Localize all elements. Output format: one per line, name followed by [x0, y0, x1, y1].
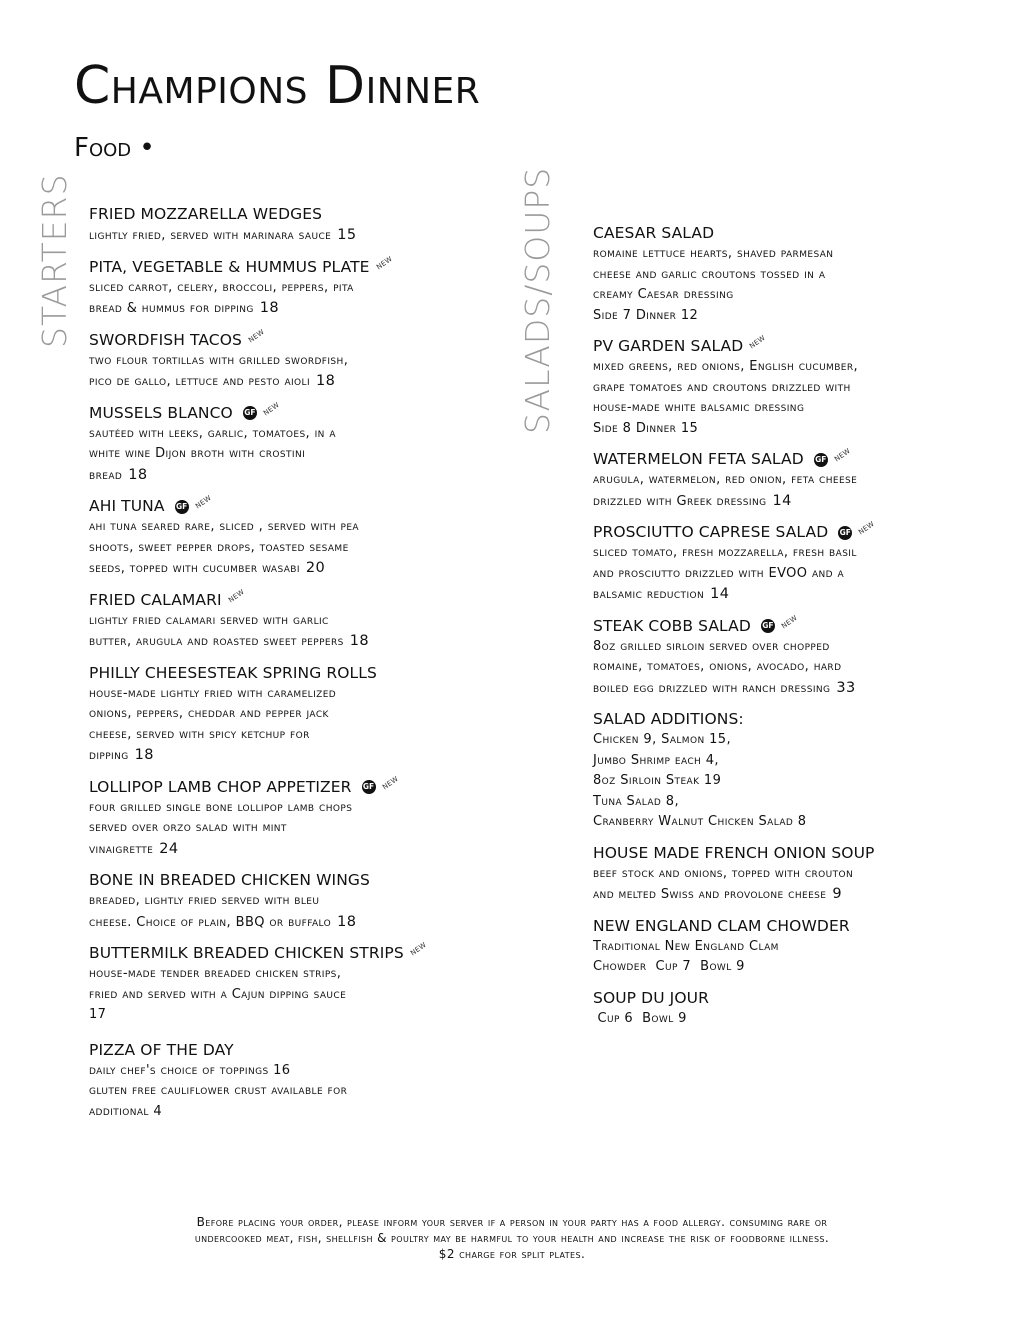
menu-item-price: 18 [337, 913, 357, 930]
menu-item [593, 333, 953, 439]
menu-item [89, 587, 449, 653]
menu-item-name: BONE IN BREADED CHICKEN WINGS [89, 871, 370, 889]
menu-item-name: CAESAR SALAD [593, 224, 715, 242]
menu-item-description [593, 564, 953, 585]
new-item-badge: NEW [779, 613, 799, 630]
disclaimer-line: undercooked meat, fish, shellfish & poultry may be harmful to your health and increase the risk of foodborne illness. [194, 1231, 830, 1245]
menu-item [89, 204, 449, 247]
description-text: Chicken 9, Salmon 15, [593, 732, 731, 747]
page-title: Champions Dinner [74, 56, 481, 116]
description-text: breaded, lightly fried served with bleu [89, 893, 320, 908]
disclaimer-line: $2 charge for split plates. [438, 1247, 586, 1261]
menu-item-description [593, 678, 953, 700]
menu-item-description [593, 657, 953, 678]
menu-item-description [89, 1061, 449, 1082]
description-text: sautéed with leeks, garlic, tomatoes, in a [89, 425, 336, 441]
description-text: arugula, watermelon, red onion, feta cheese [593, 472, 858, 487]
salads-soups-column [593, 223, 953, 1039]
description-text: house-made white balsamic dressing [593, 400, 805, 415]
description-text: house-made tender breaded chicken strips, [89, 966, 342, 981]
disclaimer-line: Before placing your order, please inform your server if a person in your party has a food allergy. consuming rare or [196, 1215, 828, 1229]
menu-item-name: LOLLIPOP LAMB CHOP APPETIZER [89, 777, 352, 796]
description-text: four grilled single bone lollipop lamb chops [89, 799, 353, 815]
description-text: cheese and garlic croutons tossed in a [593, 266, 826, 282]
menu-item [593, 988, 953, 1030]
description-text: and melted Swiss and provolone cheese [593, 887, 827, 902]
description-text: 17 [89, 1007, 107, 1022]
menu-item-description [593, 419, 953, 440]
menu-item [593, 916, 953, 978]
menu-item-description [89, 839, 449, 861]
gluten-free-icon: GF [761, 619, 775, 633]
menu-item-description [89, 684, 449, 705]
menu-item-price: 9 [832, 886, 843, 902]
menu-item-description [89, 964, 449, 985]
menu-item-description [593, 1009, 953, 1030]
menu-item-description [593, 771, 953, 792]
menu-item-row [593, 223, 953, 244]
menu-item-name: PIZZA OF THE DAY [89, 1040, 234, 1059]
description-text: romaine, tomatoes, onions, avocado, hard [593, 659, 842, 674]
new-item-badge: NEW [374, 254, 394, 271]
menu-item-row [89, 587, 449, 611]
menu-item [593, 613, 953, 700]
new-item-badge: NEW [246, 327, 266, 344]
menu-item-description [593, 751, 953, 772]
menu-item-name: SALAD ADDITIONS: [593, 710, 744, 728]
menu-item [593, 223, 953, 326]
description-text: two flour tortillas with grilled swordfish, [89, 352, 349, 368]
description-text: Chowder Cup 7 Bowl 9 [593, 959, 745, 974]
menu-item-description [89, 891, 449, 912]
menu-item-description [593, 792, 953, 813]
description-text: drizzled with Greek dressing [593, 493, 767, 509]
description-text: Side 8 Dinner 15 [593, 420, 699, 436]
gluten-free-icon: GF [243, 406, 257, 420]
menu-item-description [89, 371, 449, 393]
menu-item [89, 1040, 449, 1123]
menu-item [89, 774, 449, 861]
menu-item-row [89, 774, 449, 798]
gluten-free-icon: GF [814, 453, 828, 467]
description-text: creamy Caesar dressing [593, 287, 734, 302]
menu-item-description [593, 543, 953, 564]
description-text: house-made lightly fried with caramelized [89, 685, 337, 701]
description-text: 8oz grilled sirloin served over chopped [593, 638, 830, 654]
menu-item-description [89, 558, 449, 580]
description-text: fried and served with a Cajun dipping sauce [89, 986, 347, 1002]
menu-item-name: HOUSE MADE FRENCH ONION SOUP [593, 843, 875, 862]
description-text: seeds, topped with cucumber wasabi [89, 561, 300, 576]
menu-item [89, 870, 449, 933]
description-text: bread [89, 467, 123, 483]
menu-item-row [89, 493, 449, 517]
new-item-badge: NEW [748, 333, 768, 351]
menu-item-row [89, 663, 449, 684]
menu-item-description [89, 351, 449, 372]
menu-item [593, 843, 953, 906]
menu-item-description [89, 517, 449, 538]
menu-item-price: 33 [836, 679, 856, 696]
menu-item [89, 940, 449, 1026]
menu-item-description [593, 730, 953, 751]
menu-item-description [593, 491, 953, 513]
menu-item-row [89, 327, 449, 351]
menu-item-description [89, 465, 449, 487]
description-text: additional 4 [89, 1103, 163, 1119]
description-text: bread & hummus for dipping [89, 301, 254, 316]
menu-item-description [89, 912, 449, 934]
new-item-badge: NEW [380, 774, 400, 791]
menu-item-description [89, 704, 449, 725]
menu-item-description [593, 884, 953, 906]
menu-item-description [89, 444, 449, 465]
description-text: ahi tuna seared rare, sliced , served with pea [89, 519, 359, 534]
menu-item-description [89, 745, 449, 767]
section-label-starters: STARTERS [35, 173, 74, 348]
menu-item-description [89, 424, 449, 445]
description-text: onions, peppers, cheddar and pepper jack [89, 706, 329, 721]
menu-item-price: 14 [772, 492, 792, 509]
menu-item-row [593, 446, 953, 470]
menu-item-price: 18 [134, 747, 154, 763]
new-item-badge: NEW [261, 400, 281, 417]
description-text: mixed greens, red onions, English cucumber, [593, 359, 859, 374]
allergy-disclaimer [60, 1214, 964, 1262]
description-text: Jumbo Shrimp each 4, [593, 752, 719, 768]
description-text: daily chef's choice of toppings 16 [89, 1062, 291, 1078]
description-text: sliced carrot, celery, broccoli, peppers, pita [89, 279, 354, 295]
menu-item-row [593, 519, 953, 543]
description-text: grape tomatoes and croutons drizzled with [593, 379, 851, 395]
menu-item-description [593, 398, 953, 419]
description-text: Cranberry Walnut Chicken Salad 8 [593, 814, 807, 829]
menu-item-row [89, 1040, 449, 1061]
menu-item-name: AHI TUNA [89, 497, 165, 515]
menu-item-description [593, 306, 953, 327]
menu-item-description [593, 285, 953, 306]
new-item-badge: NEW [226, 587, 246, 604]
description-text: vinaigrette [89, 841, 154, 857]
gluten-free-icon: GF [838, 526, 852, 540]
menu-item-row [89, 204, 449, 225]
menu-item-description [593, 244, 953, 265]
description-text: shoots, sweet pepper drops, toasted sesame [89, 539, 349, 555]
menu-item [89, 493, 449, 580]
description-text: Traditional New England Clam [593, 938, 779, 954]
description-text: pico de gallo, lettuce and pesto aioli [89, 374, 311, 389]
description-text: balsamic reduction [593, 587, 705, 602]
description-text: butter, arugula and roasted sweet peppers [89, 634, 344, 649]
menu-item [89, 254, 449, 320]
menu-item-description [89, 278, 449, 299]
page-subtitle: Food • [74, 133, 155, 163]
description-text: Cup 6 Bowl 9 [593, 1010, 687, 1026]
menu-item-description [593, 812, 953, 833]
gluten-free-icon: GF [362, 780, 376, 794]
menu-item-description [89, 798, 449, 819]
menu-item-row [593, 916, 953, 937]
description-text: Side 7 Dinner 12 [593, 307, 699, 323]
menu-item-description [593, 637, 953, 658]
menu-item [89, 327, 449, 393]
menu-item-name: BUTTERMILK BREADED CHICKEN STRIPS [89, 944, 404, 962]
menu-item-name: STEAK COBB SALAD [593, 616, 751, 635]
menu-item-description [89, 1081, 449, 1102]
menu-item-name: NEW ENGLAND CLAM CHOWDER [593, 916, 850, 935]
menu-item-row [593, 988, 953, 1009]
menu-item-row [593, 709, 953, 730]
menu-item-row [89, 870, 449, 891]
new-item-badge: NEW [857, 519, 877, 537]
menu-item [593, 519, 953, 606]
menu-item-row [89, 254, 449, 278]
menu-item-price: 15 [337, 227, 357, 243]
menu-item-price: 18 [349, 633, 370, 649]
menu-item-description [89, 818, 449, 839]
menu-item-price: 24 [159, 840, 179, 857]
description-text: lightly fried, served with marinara sauce [89, 228, 332, 243]
menu-item-name: PHILLY CHEESESTEAK SPRING ROLLS [89, 663, 377, 682]
menu-item-row [593, 613, 953, 637]
description-text: 8oz Sirloin Steak 19 [593, 773, 722, 788]
menu-item [593, 446, 953, 512]
menu-item-name: FRIED MOZZARELLA WEDGES [89, 205, 323, 223]
menu-item-row [593, 843, 953, 864]
menu-item-price: 18 [259, 300, 280, 316]
menu-item-description [593, 957, 953, 978]
menu-item-price: 18 [128, 466, 148, 483]
menu-item-description [89, 538, 449, 559]
new-item-badge: NEW [832, 446, 852, 464]
description-text: Tuna Salad 8, [593, 793, 680, 809]
description-text: romaine lettuce hearts, shaved parmesan [593, 246, 834, 261]
menu-item [593, 709, 953, 833]
menu-item-description [89, 1102, 449, 1123]
menu-item-name: SOUP DU JOUR [593, 988, 709, 1007]
description-text: gluten free cauliflower crust available for [89, 1083, 348, 1098]
menu-item-name: SWORDFISH TACOS [89, 330, 242, 349]
new-item-badge: NEW [408, 940, 428, 958]
menu-item-price: 18 [316, 373, 336, 389]
menu-item-row [593, 333, 953, 357]
description-text: cheese, served with spicy ketchup for [89, 726, 310, 742]
menu-item-description [593, 357, 953, 378]
menu-item [89, 663, 449, 767]
menu-item-price: 20 [305, 560, 326, 576]
menu-item-name: WATERMELON FETA SALAD [593, 450, 804, 468]
menu-item-name: MUSSELS BLANCO [89, 403, 233, 422]
menu-item-description [593, 265, 953, 286]
menu-item-description [593, 584, 953, 606]
description-text: beef stock and onions, topped with crouton [593, 865, 854, 881]
description-text: cheese. Choice of plain, BBQ or buffalo [89, 914, 332, 930]
menu-item-row [89, 400, 449, 424]
menu-item-description [89, 725, 449, 746]
menu-item-price: 14 [710, 586, 730, 602]
menu-item-name: FRIED CALAMARI [89, 590, 222, 609]
menu-item-name: PV GARDEN SALAD [593, 337, 744, 355]
description-text: sliced tomato, fresh mozzarella, fresh basil [593, 545, 857, 560]
menu-item-description [89, 631, 449, 653]
description-text: and prosciutto drizzled with EVOO and a [593, 565, 845, 581]
menu-item-description [89, 985, 449, 1006]
gluten-free-icon: GF [175, 500, 189, 514]
menu-item-description [593, 937, 953, 958]
menu-item-name: PROSCIUTTO CAPRESE SALAD [593, 523, 829, 541]
menu-item-name: PITA, VEGETABLE & HUMMUS PLATE [89, 257, 370, 276]
menu-item-description [593, 864, 953, 885]
menu-item-row [89, 940, 449, 964]
new-item-badge: NEW [193, 493, 213, 511]
menu-item [89, 400, 449, 487]
starters-column [89, 204, 449, 1132]
menu-item-description [593, 470, 953, 491]
menu-item-description [89, 298, 449, 320]
menu-item-description [89, 225, 449, 247]
description-text: dipping [89, 748, 129, 763]
description-text: served over orzo salad with mint [89, 820, 287, 835]
menu-item-description [89, 611, 449, 632]
menu-item-description [89, 1005, 449, 1026]
section-label-salads-soups: SALADS/SOUPS [518, 166, 557, 434]
description-text: white wine Dijon broth with crostini [89, 446, 306, 461]
description-text: boiled egg drizzled with ranch dressing [593, 680, 831, 696]
description-text: lightly fried calamari served with garlic [89, 612, 329, 628]
menu-item-description [593, 378, 953, 399]
